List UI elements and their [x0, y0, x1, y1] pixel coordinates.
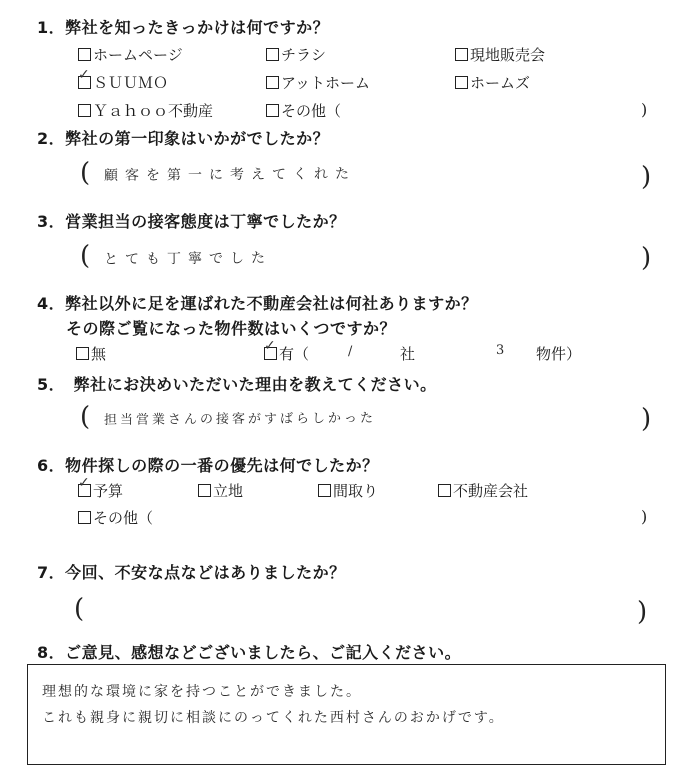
q2-close-paren: ): [641, 162, 652, 192]
q2-question: 2．弊社の第一印象はいかがでしたか？: [37, 129, 330, 148]
checkbox-icon: [266, 76, 279, 89]
q6-option-other[interactable]: その他（: [78, 507, 153, 528]
checkbox-icon: [198, 484, 211, 497]
checkbox-icon: [78, 104, 91, 117]
checkbox-icon: [76, 347, 89, 360]
q3-answer[interactable]: とても丁寧でした: [103, 250, 273, 268]
q6-option-budget[interactable]: ✓ 予算: [78, 475, 124, 500]
q1-question: 1．弊社を知ったきっかけは何ですか？: [37, 18, 330, 37]
q4-option-yes[interactable]: ✓ 有（: [264, 338, 310, 363]
q5-question: 5． 弊社にお決めいただいた理由を教えてください。: [37, 375, 437, 394]
q5-open-paren: (: [80, 402, 91, 432]
comment-line-1: 理想的な環境に家を持つことができました。: [42, 684, 362, 700]
q4-company-unit: 社: [400, 345, 416, 363]
checkbox-icon: [438, 484, 451, 497]
q1-option-yahoo[interactable]: Ｙａｈｏｏ不動産: [78, 100, 213, 121]
q3-open-paren: (: [80, 241, 91, 271]
q4-question-line2: その際ご覧になった物件数はいくつですか？: [66, 319, 397, 338]
q4-company-count[interactable]: /: [347, 343, 356, 360]
q1-option-suumo[interactable]: ✓ ＳＵＵＭＯ: [78, 67, 169, 92]
q2-open-paren: (: [80, 158, 91, 188]
q5-close-paren: ): [641, 404, 652, 434]
q6-question: 6．物件探しの際の一番の優先は何でしたか？: [37, 456, 379, 475]
check-mark-icon: ✓: [264, 338, 276, 354]
comment-box[interactable]: [27, 664, 666, 765]
checkbox-icon: [78, 511, 91, 524]
q5-answer[interactable]: 担当営業さんの接客がすばらしかった: [103, 411, 377, 428]
q1-option-other[interactable]: その他（: [266, 100, 341, 121]
check-mark-icon: ✓: [78, 67, 90, 83]
q1-option-athome[interactable]: アットホーム: [266, 72, 370, 93]
checkbox-icon: [318, 484, 331, 497]
q1-option-onsite-sale[interactable]: 現地販売会: [455, 44, 545, 65]
q4-option-none[interactable]: 無: [76, 343, 106, 364]
q4-question-line1: 4．弊社以外に足を運ばれた不動産会社は何社ありますか？: [37, 294, 478, 313]
q8-question: 8．ご意見、感想などございましたら、ご記入ください。: [37, 643, 462, 662]
checkbox-icon: [78, 48, 91, 61]
check-mark-icon: ✓: [78, 475, 90, 491]
q3-close-paren: ): [641, 243, 652, 273]
q7-close-paren: ): [637, 597, 648, 627]
q6-option-agency[interactable]: 不動産会社: [438, 480, 528, 501]
q1-option-homes[interactable]: ホームズ: [455, 72, 530, 93]
checkbox-icon: [455, 48, 468, 61]
checkbox-checked-icon: [78, 475, 91, 497]
checkbox-checked-icon: [264, 338, 277, 360]
q7-question: 7．今回、不安な点などはありましたか？: [37, 563, 346, 582]
checkbox-icon: [266, 104, 279, 117]
q4-property-count[interactable]: 3: [495, 342, 508, 359]
q4-property-unit: 物件）: [536, 345, 582, 363]
checkbox-icon: [455, 76, 468, 89]
q1-other-close-paren: ): [641, 100, 648, 119]
checkbox-checked-icon: [78, 67, 91, 89]
q6-other-close-paren: ): [641, 507, 648, 526]
checkbox-icon: [266, 48, 279, 61]
q7-open-paren: (: [74, 594, 85, 624]
comment-line-2: これも親身に親切に相談にのってくれた西村さんのおかげです。: [42, 710, 505, 726]
q1-option-flyer[interactable]: チラシ: [266, 44, 326, 65]
q2-answer[interactable]: 顧客を第一に考えてくれた: [103, 166, 357, 184]
q3-question: 3．営業担当の接客態度は丁寧でしたか？: [37, 212, 346, 231]
q6-option-location[interactable]: 立地: [198, 480, 243, 501]
q1-option-homepage[interactable]: ホームページ: [78, 44, 183, 65]
q6-option-floorplan[interactable]: 間取り: [318, 480, 378, 501]
